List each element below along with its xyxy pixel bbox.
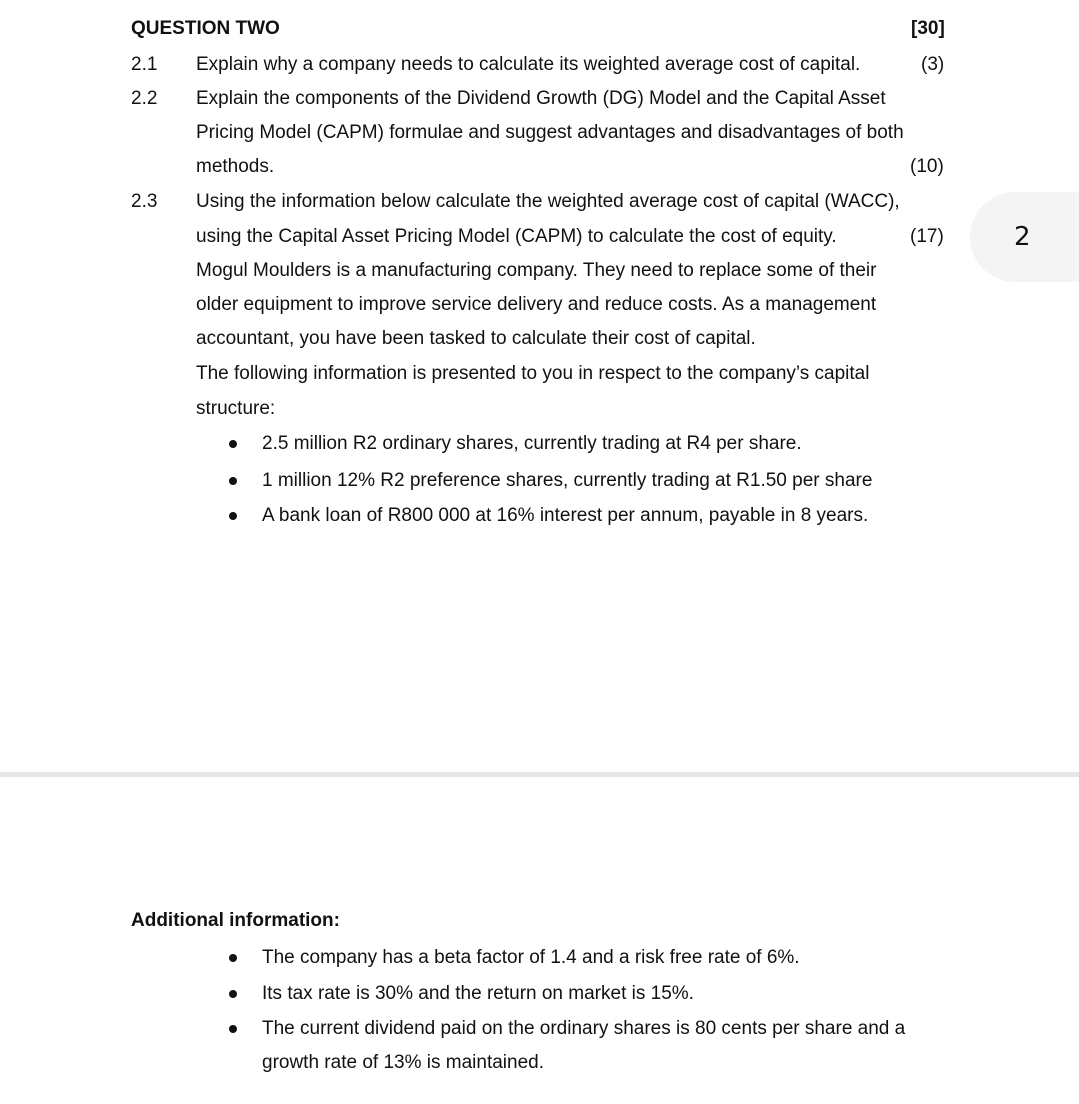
q21-text: Explain why a company needs to calculate its weighted average cost of capital. [196,54,861,75]
capital-structure-item-3: A bank loan of R800 000 at 16% interest per annum, payable in 8 years. [262,505,869,526]
bullet-dot [229,512,237,520]
q22-marks: (10) [910,156,944,177]
q23-number: 2.3 [131,191,158,212]
bullet-dot [229,440,237,448]
q22-line-1: Explain the components of the Dividend Growth (DG) Model and the Capital Asset [196,88,886,109]
q21-number: 2.1 [131,54,158,75]
handwritten-mark: 2 [1014,222,1031,252]
q23-para-5: structure: [196,398,276,419]
q23-para-2: older equipment to improve service delivery and reduce costs. As a management [196,294,877,315]
q23-para-1: Mogul Moulders is a manufacturing company. They need to replace some of their [196,260,877,281]
total-marks: [30] [911,18,945,39]
capital-structure-item-1: 2.5 million R2 ordinary shares, currently trading at R4 per share. [262,433,802,454]
bullet-dot [229,954,237,962]
bullet-dot [229,1025,237,1033]
bullet-dot [229,990,237,998]
q22-line-2: Pricing Model (CAPM) formulae and suggest advantages and disadvantages of both [196,122,904,143]
q21-marks: (3) [921,54,945,75]
bullet-dot [229,477,237,485]
q22-line-3: methods. [196,156,275,177]
q23-line-2: using the Capital Asset Pricing Model (CAPM) to calculate the cost of equity. [196,226,837,247]
additional-item-1: The company has a beta factor of 1.4 and a risk free rate of 6%. [262,947,800,968]
additional-item-2: Its tax rate is 30% and the return on market is 15%. [262,983,694,1004]
capital-structure-item-2: 1 million 12% R2 preference shares, currently trading at R1.50 per share [262,470,873,491]
q23-line-1: Using the information below calculate the weighted average cost of capital (WACC), [196,191,900,212]
page-break-divider [0,772,1079,777]
q23-marks: (17) [910,226,944,247]
q23-para-4: The following information is presented to you in respect to the company’s capital [196,363,870,384]
q23-para-3: accountant, you have been tasked to calculate their cost of capital. [196,328,756,349]
additional-info-heading: Additional information: [131,910,340,931]
additional-item-3-cont: growth rate of 13% is maintained. [262,1052,544,1073]
additional-item-3: The current dividend paid on the ordinary shares is 80 cents per share and a [262,1018,906,1039]
q22-number: 2.2 [131,88,158,109]
question-heading: QUESTION TWO [131,18,280,39]
